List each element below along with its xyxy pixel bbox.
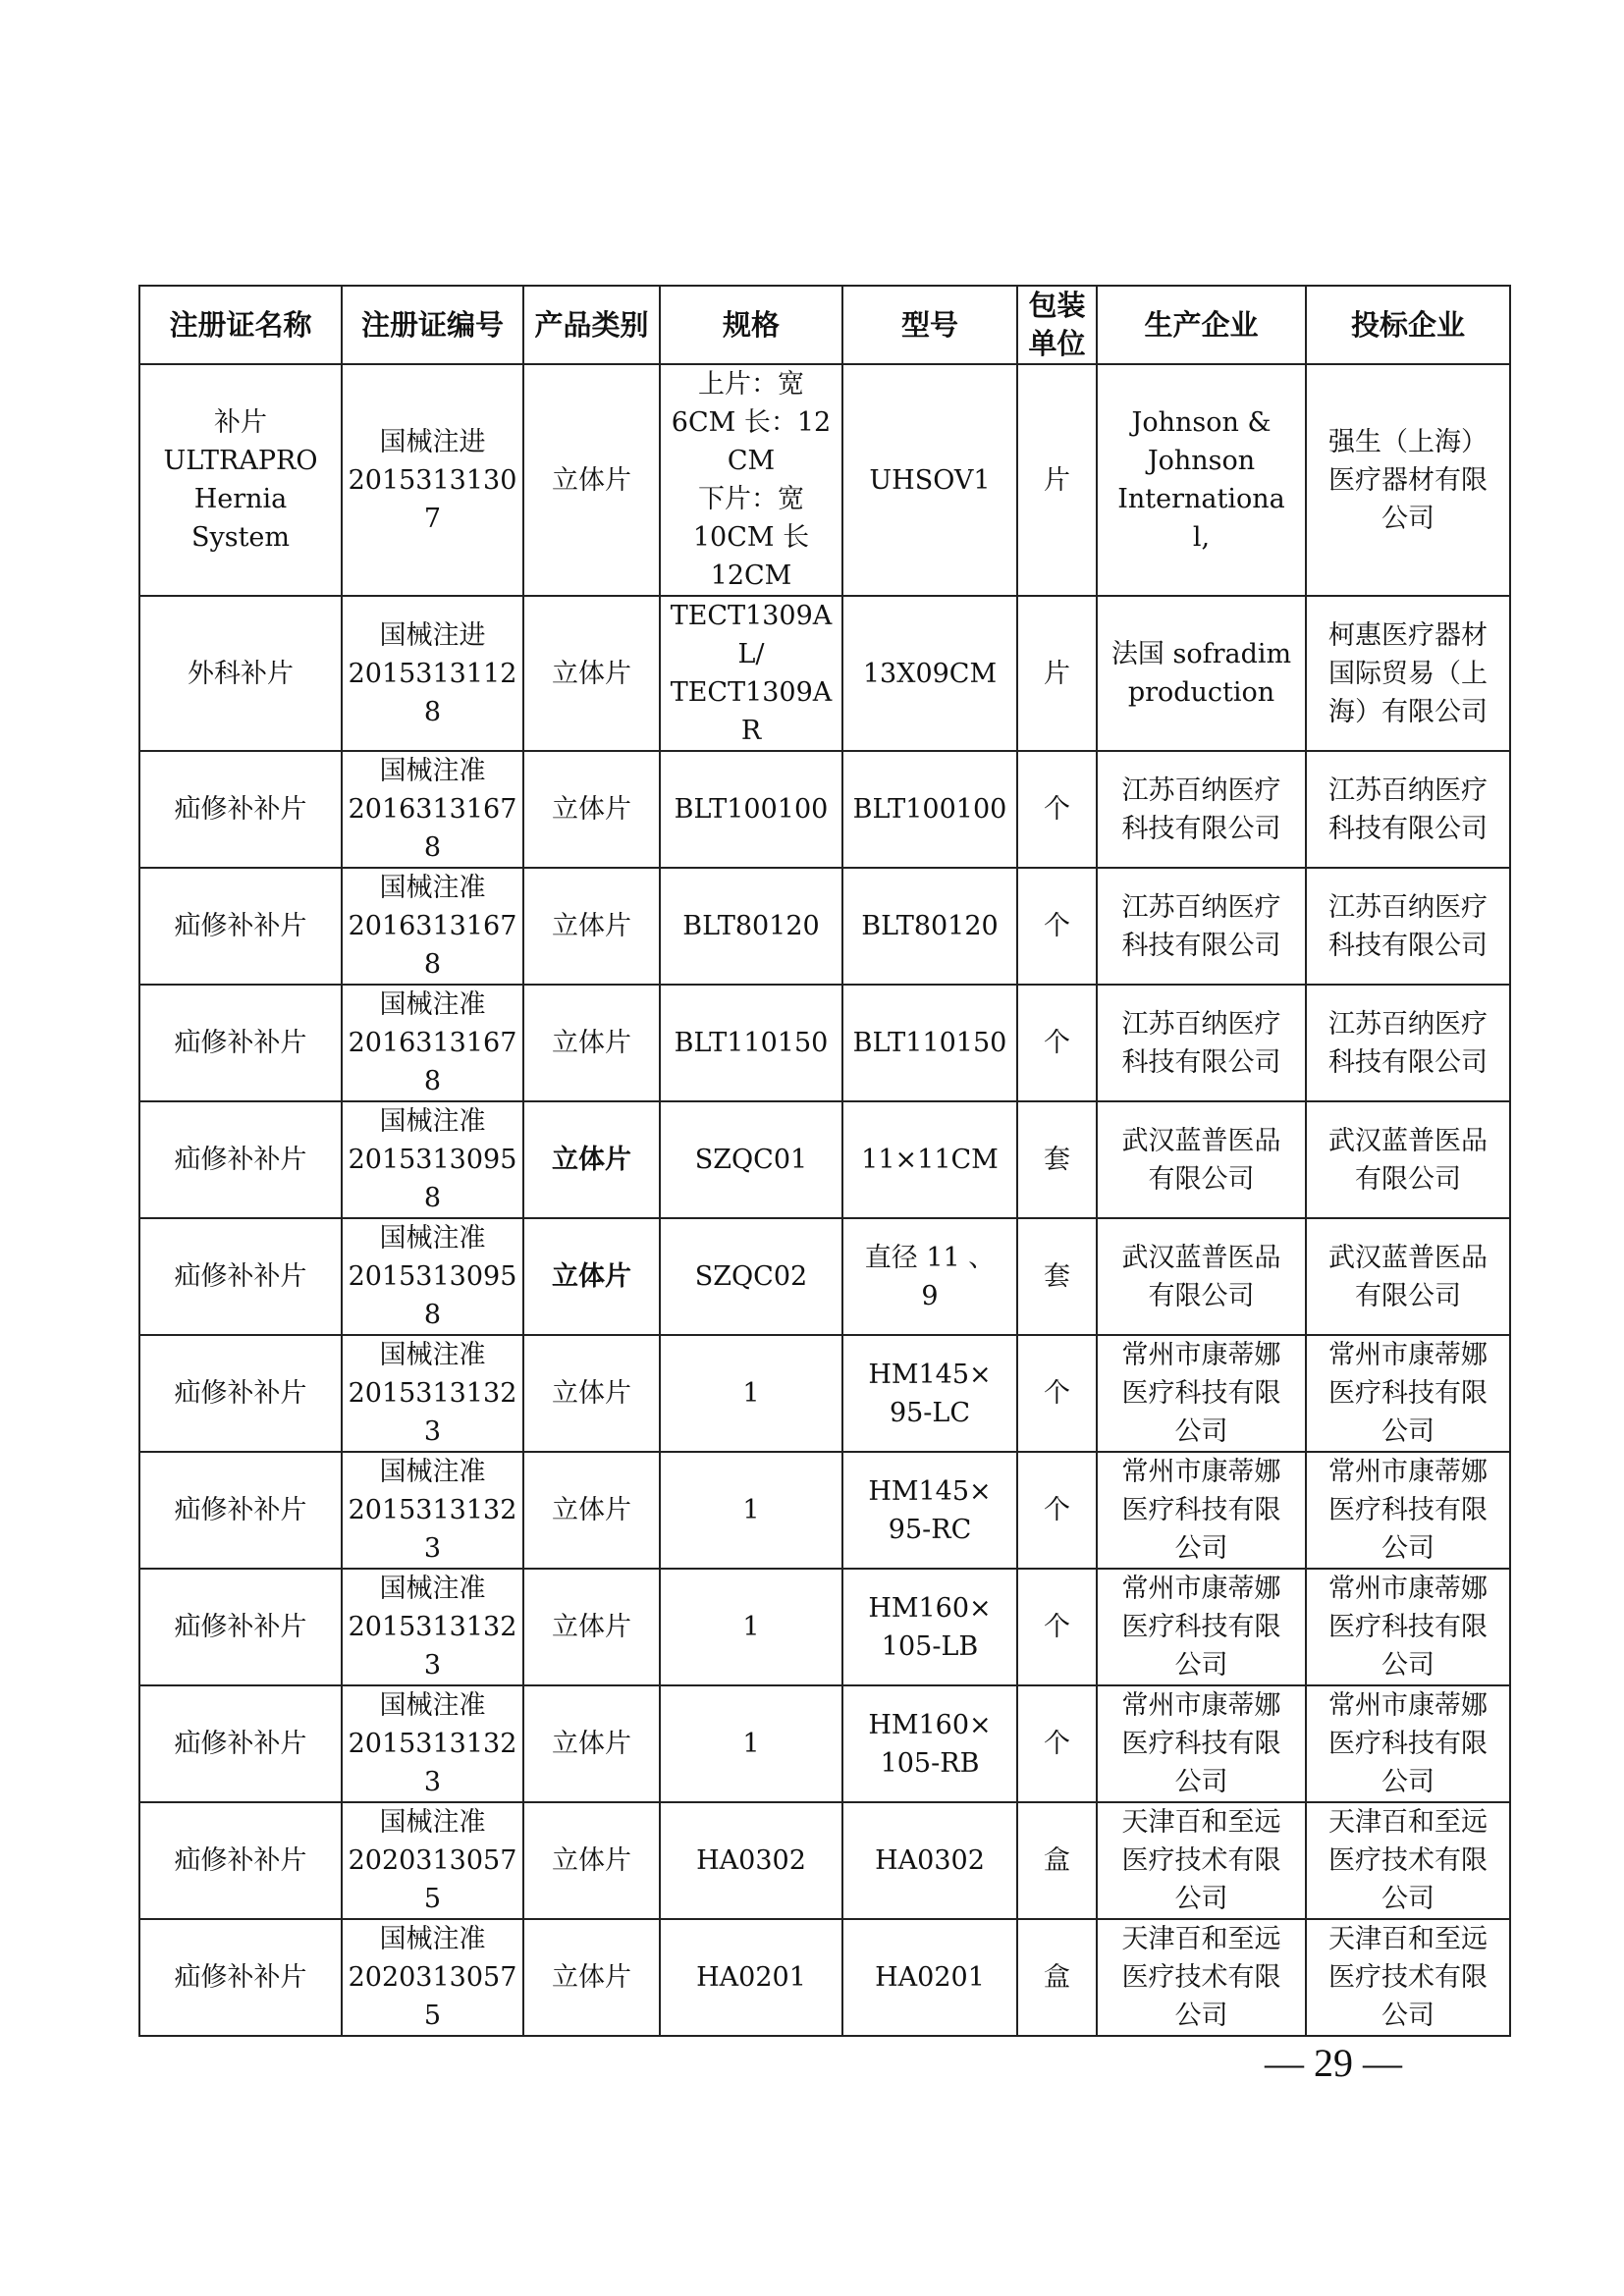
cell-bidder: 武汉蓝普医品 有限公司 — [1306, 1101, 1510, 1218]
cell-unit: 片 — [1017, 596, 1097, 751]
cell-spec: BLT110150 — [660, 985, 842, 1101]
cell-model: BLT100100 — [842, 751, 1017, 868]
cell-unit: 个 — [1017, 868, 1097, 985]
cell-cert-name: 疝修补补片 — [139, 1685, 342, 1802]
table-row — [139, 1452, 1510, 1569]
cell-manufacturer: Johnson & Johnson Internationa l, — [1097, 364, 1306, 596]
table-row — [139, 596, 1510, 751]
cell-cert-name: 疝修补补片 — [139, 1335, 342, 1452]
product-registration-table — [138, 285, 1511, 2037]
cell-unit: 个 — [1017, 1452, 1097, 1569]
cell-category: 立体片 — [523, 364, 660, 596]
cell-cert-number: 国械注准 20163131678 — [342, 751, 523, 868]
cell-unit: 套 — [1017, 1101, 1097, 1218]
cell-manufacturer: 常州市康蒂娜 医疗科技有限 公司 — [1097, 1685, 1306, 1802]
cell-spec: SZQC01 — [660, 1101, 842, 1218]
cell-category: 立体片 — [523, 1569, 660, 1685]
cell-cert-name: 疝修补补片 — [139, 1101, 342, 1218]
cell-cert-number: 国械注准 20153131323 — [342, 1335, 523, 1452]
cell-bidder: 常州市康蒂娜 医疗科技有限 公司 — [1306, 1685, 1510, 1802]
cell-manufacturer: 常州市康蒂娜 医疗科技有限 公司 — [1097, 1569, 1306, 1685]
cell-manufacturer: 江苏百纳医疗 科技有限公司 — [1097, 751, 1306, 868]
cell-bidder: 强生（上海） 医疗器材有限 公司 — [1306, 364, 1510, 596]
table-row — [139, 1685, 1510, 1802]
table-row — [139, 364, 1510, 596]
cell-cert-number: 国械注进 20153131128 — [342, 596, 523, 751]
cell-category: 立体片 — [523, 868, 660, 985]
cell-bidder: 天津百和至远 医疗技术有限 公司 — [1306, 1802, 1510, 1919]
cell-cert-number: 国械注准 20153131323 — [342, 1685, 523, 1802]
cell-cert-number: 国械注准 20153130958 — [342, 1101, 523, 1218]
cell-category: 立体片 — [523, 1802, 660, 1919]
cell-spec: HA0201 — [660, 1919, 842, 2036]
cell-model: UHSOV1 — [842, 364, 1017, 596]
cell-category: 立体片 — [523, 985, 660, 1101]
cell-unit: 个 — [1017, 985, 1097, 1101]
cell-bidder: 武汉蓝普医品 有限公司 — [1306, 1218, 1510, 1335]
cell-spec: HA0302 — [660, 1802, 842, 1919]
table-row — [139, 1802, 1510, 1919]
cell-cert-name: 疝修补补片 — [139, 1802, 342, 1919]
cell-bidder: 柯惠医疗器材 国际贸易（上 海）有限公司 — [1306, 596, 1510, 751]
header-bidder: 投标企业 — [1306, 286, 1510, 364]
cell-cert-name: 疝修补补片 — [139, 868, 342, 985]
table-row — [139, 868, 1510, 985]
cell-category: 立体片 — [523, 1919, 660, 2036]
cell-spec: 上片：宽 6CM 长：12CM 下片：宽 10CM 长 12CM — [660, 364, 842, 596]
cell-manufacturer: 常州市康蒂娜 医疗科技有限 公司 — [1097, 1335, 1306, 1452]
cell-category: 立体片 — [523, 1452, 660, 1569]
cell-model: 11×11CM — [842, 1101, 1017, 1218]
cell-spec: 1 — [660, 1335, 842, 1452]
cell-bidder: 常州市康蒂娜 医疗科技有限 公司 — [1306, 1569, 1510, 1685]
header-model: 型号 — [842, 286, 1017, 364]
table-row — [139, 1569, 1510, 1685]
cell-cert-name: 疝修补补片 — [139, 985, 342, 1101]
cell-model: HM160× 105-RB — [842, 1685, 1017, 1802]
cell-category: 立体片 — [523, 1335, 660, 1452]
cell-unit: 个 — [1017, 1685, 1097, 1802]
cell-manufacturer: 江苏百纳医疗 科技有限公司 — [1097, 985, 1306, 1101]
header-cert-name: 注册证名称 — [139, 286, 342, 364]
cell-model: HA0302 — [842, 1802, 1017, 1919]
cell-bidder: 常州市康蒂娜 医疗科技有限 公司 — [1306, 1452, 1510, 1569]
cell-bidder: 天津百和至远 医疗技术有限 公司 — [1306, 1919, 1510, 2036]
cell-model: HA0201 — [842, 1919, 1017, 2036]
cell-cert-name: 补片 ULTRAPRO Hernia System — [139, 364, 342, 596]
cell-cert-number: 国械注准 20163131678 — [342, 985, 523, 1101]
cell-manufacturer: 常州市康蒂娜 医疗科技有限 公司 — [1097, 1452, 1306, 1569]
cell-cert-number: 国械注准 20203130575 — [342, 1802, 523, 1919]
header-specification: 规格 — [660, 286, 842, 364]
cell-cert-name: 疝修补补片 — [139, 1919, 342, 2036]
page-number: — 29 — — [1265, 2041, 1402, 2085]
cell-manufacturer: 武汉蓝普医品 有限公司 — [1097, 1101, 1306, 1218]
cell-manufacturer: 江苏百纳医疗 科技有限公司 — [1097, 868, 1306, 985]
cell-manufacturer: 武汉蓝普医品 有限公司 — [1097, 1218, 1306, 1335]
cell-manufacturer: 天津百和至远 医疗技术有限 公司 — [1097, 1802, 1306, 1919]
table-row — [139, 751, 1510, 868]
cell-bidder: 江苏百纳医疗 科技有限公司 — [1306, 985, 1510, 1101]
cell-spec: SZQC02 — [660, 1218, 842, 1335]
cell-category: 立体片 — [523, 751, 660, 868]
cell-category: 立体片 — [523, 596, 660, 751]
cell-spec: BLT100100 — [660, 751, 842, 868]
cell-cert-name: 疝修补补片 — [139, 1569, 342, 1685]
cell-model: HM160× 105-LB — [842, 1569, 1017, 1685]
cell-cert-number: 国械注准 20153131323 — [342, 1452, 523, 1569]
cell-cert-number: 国械注进 20153131307 — [342, 364, 523, 596]
cell-unit: 个 — [1017, 1335, 1097, 1452]
table-row — [139, 1218, 1510, 1335]
cell-spec: 1 — [660, 1685, 842, 1802]
cell-unit: 个 — [1017, 751, 1097, 868]
table-header-row — [139, 286, 1510, 364]
cell-manufacturer: 法国 sofradim production — [1097, 596, 1306, 751]
cell-model: HM145× 95-LC — [842, 1335, 1017, 1452]
cell-bidder: 江苏百纳医疗 科技有限公司 — [1306, 868, 1510, 985]
cell-unit: 个 — [1017, 1569, 1097, 1685]
cell-model: HM145× 95-RC — [842, 1452, 1017, 1569]
header-cert-number: 注册证编号 — [342, 286, 523, 364]
header-package-unit: 包装 单位 — [1017, 286, 1097, 364]
cell-cert-name: 疝修补补片 — [139, 1218, 342, 1335]
cell-model: 直径 11 、 9 — [842, 1218, 1017, 1335]
cell-model: 13X09CM — [842, 596, 1017, 751]
cell-spec: BLT80120 — [660, 868, 842, 985]
cell-unit: 套 — [1017, 1218, 1097, 1335]
cell-cert-number: 国械注准 20163131678 — [342, 868, 523, 985]
cell-spec: 1 — [660, 1452, 842, 1569]
cell-cert-number: 国械注准 20153130958 — [342, 1218, 523, 1335]
header-product-category: 产品类别 — [523, 286, 660, 364]
cell-category: 立体片 — [523, 1685, 660, 1802]
cell-bidder: 江苏百纳医疗 科技有限公司 — [1306, 751, 1510, 868]
cell-cert-name: 外科补片 — [139, 596, 342, 751]
cell-bidder: 常州市康蒂娜 医疗科技有限 公司 — [1306, 1335, 1510, 1452]
table-row — [139, 1335, 1510, 1452]
cell-cert-name: 疝修补补片 — [139, 1452, 342, 1569]
cell-category: 立体片 — [523, 1101, 660, 1218]
table-row — [139, 985, 1510, 1101]
cell-unit: 盒 — [1017, 1802, 1097, 1919]
table-row — [139, 1101, 1510, 1218]
cell-cert-number: 国械注准 20203130575 — [342, 1919, 523, 2036]
cell-cert-number: 国械注准 20153131323 — [342, 1569, 523, 1685]
header-manufacturer: 生产企业 — [1097, 286, 1306, 364]
cell-spec: TECT1309AL/ TECT1309AR — [660, 596, 842, 751]
cell-category: 立体片 — [523, 1218, 660, 1335]
cell-manufacturer: 天津百和至远 医疗技术有限 公司 — [1097, 1919, 1306, 2036]
cell-model: BLT110150 — [842, 985, 1017, 1101]
cell-model: BLT80120 — [842, 868, 1017, 985]
table-row — [139, 1919, 1510, 2036]
cell-spec: 1 — [660, 1569, 842, 1685]
cell-cert-name: 疝修补补片 — [139, 751, 342, 868]
cell-unit: 片 — [1017, 364, 1097, 596]
cell-unit: 盒 — [1017, 1919, 1097, 2036]
